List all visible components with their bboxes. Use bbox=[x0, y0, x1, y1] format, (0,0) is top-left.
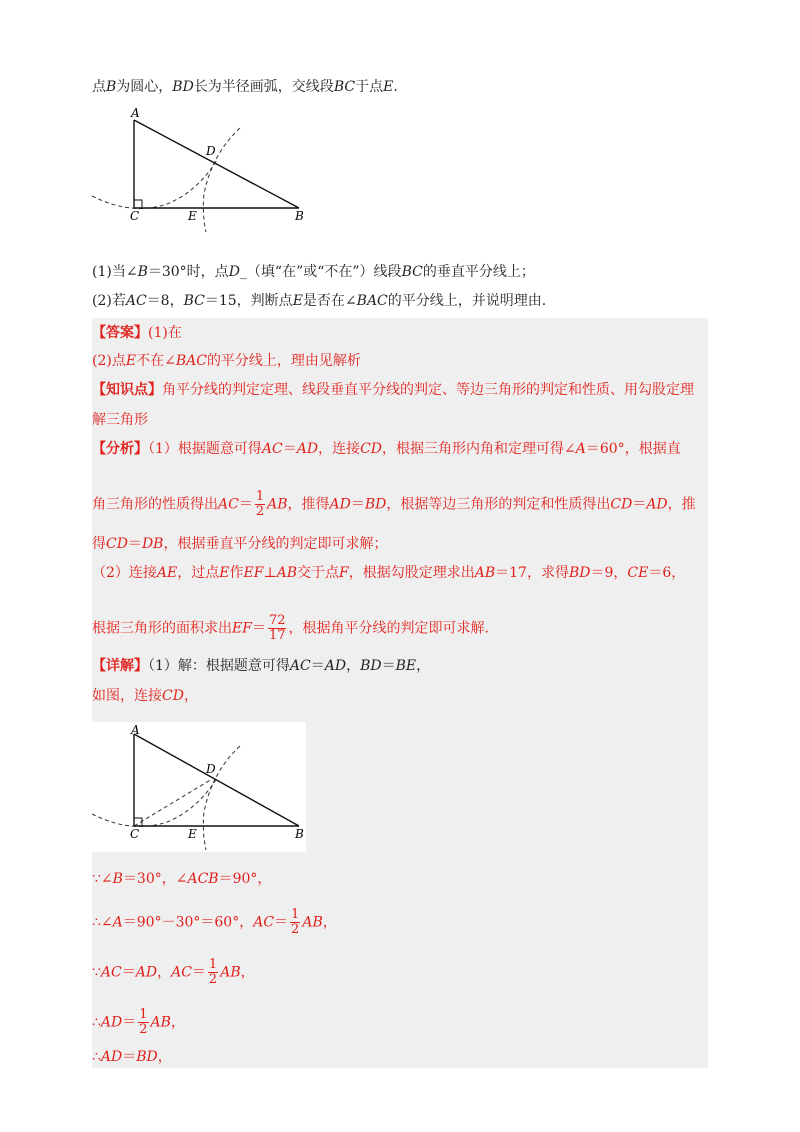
detail-var: AD bbox=[324, 658, 347, 674]
q1-text: ＝30°时，点 bbox=[147, 264, 229, 280]
detail-text: ＝ bbox=[381, 658, 396, 674]
q1-var: D bbox=[228, 264, 240, 280]
analysis-line-4 bbox=[92, 562, 685, 584]
analysis-var: AB bbox=[267, 496, 288, 513]
q1-text: _（填“在”或“不在”）线段 bbox=[239, 264, 402, 280]
intro-text: 点 bbox=[92, 79, 106, 95]
proof-var: AB bbox=[150, 1014, 171, 1031]
detail-text: ＝ bbox=[310, 658, 325, 674]
detail-text: 如图，连接 bbox=[92, 688, 162, 704]
analysis-var: AD bbox=[329, 496, 351, 513]
detail-var: BE bbox=[395, 658, 417, 674]
fraction-half bbox=[208, 958, 218, 987]
analysis-text: 角三角形的性质得出 bbox=[92, 496, 218, 513]
proof-var: B bbox=[112, 871, 123, 887]
detail-line-2 bbox=[92, 685, 198, 707]
analysis-text: ，根据三角形内角和定理可得∠ bbox=[382, 441, 576, 457]
analysis-text: ＝6， bbox=[648, 565, 686, 581]
fraction-half bbox=[255, 490, 265, 519]
question-2 bbox=[92, 290, 546, 312]
fraction-72-17 bbox=[268, 614, 287, 643]
proof-var: AD bbox=[135, 964, 158, 981]
proof-text: ＝ bbox=[121, 964, 136, 981]
proof-text: ＝ bbox=[122, 1014, 137, 1031]
q2-var: BAC bbox=[356, 293, 388, 309]
analysis-var: AD bbox=[646, 496, 668, 513]
analysis-var: BD bbox=[568, 565, 591, 581]
fraction-denominator: 2 bbox=[255, 504, 265, 519]
proof-text: ＝ bbox=[191, 964, 206, 981]
proof-text: ＝ bbox=[274, 914, 289, 931]
detail-text: ， bbox=[346, 658, 361, 674]
analysis-line-5 bbox=[92, 614, 489, 643]
proof-text: ， bbox=[157, 1049, 172, 1065]
proof-step-1 bbox=[92, 868, 271, 890]
proof-text: ， bbox=[322, 914, 337, 931]
intro-text: 长为半径画弧，交线段 bbox=[193, 79, 334, 95]
answer-text: (1)在 bbox=[148, 325, 182, 341]
answer-line-1 bbox=[92, 322, 182, 344]
knowledge-line-1 bbox=[92, 379, 694, 401]
analysis-var: EF bbox=[232, 620, 252, 637]
intro-var: BC bbox=[333, 79, 356, 95]
knowledge-line-2 bbox=[92, 409, 148, 431]
analysis-var: AC bbox=[261, 441, 283, 457]
analysis-var: EF bbox=[243, 565, 264, 581]
answer-var: E bbox=[125, 353, 137, 369]
knowledge-text: 角平分线的判定定理、线段垂直平分线的判定、等边三角形的判定和性质、用勾股定理 bbox=[162, 382, 694, 398]
proof-var: ACB bbox=[187, 871, 219, 887]
analysis-var: CE bbox=[627, 565, 649, 581]
proof-text: ∵ bbox=[92, 964, 101, 981]
fraction-denominator: 17 bbox=[268, 628, 286, 643]
detail-text: （1）解：根据题意可得 bbox=[148, 658, 290, 674]
triangle-figure-2 bbox=[92, 722, 312, 852]
knowledge-tag: 【知识点】 bbox=[92, 382, 162, 398]
detail-var: CD bbox=[162, 688, 184, 704]
question-1 bbox=[92, 261, 535, 283]
q2-text: 的平分线上，并说明理由. bbox=[387, 293, 547, 309]
analysis-var: DB bbox=[141, 536, 164, 552]
detail-tag: 【详解】 bbox=[92, 658, 148, 674]
analysis-text: （2）连接 bbox=[92, 565, 157, 581]
segment-ab bbox=[134, 734, 299, 826]
proof-step-2 bbox=[92, 908, 337, 937]
label-e: E bbox=[188, 827, 197, 841]
proof-text: ， bbox=[157, 964, 172, 981]
intro-var: B bbox=[106, 79, 117, 95]
detail-var: BD bbox=[360, 658, 382, 674]
arc-centered-a bbox=[92, 778, 217, 827]
analysis-text: ＝17，求得 bbox=[495, 565, 569, 581]
proof-var: AB bbox=[302, 914, 323, 931]
q2-text: (2)若 bbox=[92, 293, 126, 309]
analysis-var: CD bbox=[360, 441, 383, 457]
fraction-denominator: 2 bbox=[208, 972, 218, 987]
analysis-text: ＝ bbox=[238, 496, 253, 513]
analysis-text: ＝9， bbox=[590, 565, 628, 581]
intro-text: 于点 bbox=[355, 79, 384, 95]
proof-var: BD bbox=[136, 1049, 158, 1065]
proof-text: ＝90°－30°＝60°， bbox=[122, 914, 254, 931]
q2-text: ＝8， bbox=[146, 293, 184, 309]
q1-var: B bbox=[137, 264, 148, 280]
fraction-numerator: 1 bbox=[208, 957, 218, 972]
proof-var: AB bbox=[220, 964, 241, 981]
proof-step-5 bbox=[92, 1046, 172, 1068]
analysis-var: AD bbox=[296, 441, 319, 457]
intro-var: E bbox=[383, 79, 394, 95]
analysis-var: AE bbox=[156, 565, 178, 581]
q1-text: (1)当∠ bbox=[92, 264, 138, 280]
q1-var: BC bbox=[401, 264, 423, 280]
detail-line-1 bbox=[92, 655, 430, 677]
analysis-text: ，推 bbox=[667, 496, 696, 513]
knowledge-text: 解三角形 bbox=[92, 412, 148, 428]
analysis-text: ＝60°，根据直 bbox=[585, 441, 681, 457]
analysis-text: ＝ bbox=[251, 620, 266, 637]
analysis-text: ⊥ bbox=[263, 565, 277, 581]
intro-text: 为圆心， bbox=[116, 79, 173, 95]
analysis-line-1 bbox=[92, 438, 681, 460]
label-a: A bbox=[131, 723, 140, 737]
answer-line-2 bbox=[92, 350, 361, 372]
analysis-var: E bbox=[219, 565, 230, 581]
proof-text: ∵∠ bbox=[92, 871, 113, 887]
fraction-numerator: 1 bbox=[291, 907, 300, 922]
analysis-var: AB bbox=[276, 565, 298, 581]
q2-var: E bbox=[292, 293, 303, 309]
proof-text: ＝90°， bbox=[218, 871, 272, 887]
triangle-figure-1 bbox=[92, 104, 312, 234]
analysis-text: ，推得 bbox=[287, 496, 330, 513]
label-e: E bbox=[188, 209, 197, 223]
q2-var: BC bbox=[183, 293, 205, 309]
proof-var: AC bbox=[253, 914, 275, 931]
analysis-var: A bbox=[575, 441, 586, 457]
intro-text: . bbox=[393, 79, 398, 95]
proof-text: ＝30°，∠ bbox=[122, 871, 188, 887]
right-angle-mark bbox=[134, 200, 142, 208]
q2-text: ＝15，判断点 bbox=[204, 293, 293, 309]
label-b: B bbox=[295, 209, 304, 223]
answer-text: (2)点 bbox=[92, 353, 126, 369]
analysis-line-3 bbox=[92, 533, 387, 555]
answer-text: 不在∠ bbox=[136, 353, 176, 369]
fraction-half bbox=[138, 1008, 148, 1037]
analysis-text: 根据三角形的面积求出 bbox=[92, 620, 232, 637]
fraction-denominator: 2 bbox=[291, 922, 300, 937]
q2-var: AC bbox=[125, 293, 147, 309]
analysis-text: 作 bbox=[229, 565, 244, 581]
analysis-line-2 bbox=[92, 490, 696, 519]
q2-text: 是否在∠ bbox=[302, 293, 357, 309]
label-b: B bbox=[295, 827, 304, 841]
analysis-var: AC bbox=[218, 496, 239, 513]
analysis-text: ＝ bbox=[282, 441, 297, 457]
arc-centered-a bbox=[92, 160, 217, 209]
proof-var: AC bbox=[100, 964, 122, 981]
answer-text: 的平分线上，理由见解析 bbox=[206, 353, 361, 369]
fraction-numerator: 72 bbox=[268, 613, 286, 628]
analysis-text: ，根据角平分线的判定即可求解. bbox=[288, 620, 489, 637]
proof-text: ， bbox=[170, 1014, 185, 1031]
label-a: A bbox=[131, 106, 140, 120]
analysis-var: F bbox=[339, 565, 349, 581]
proof-var: AD bbox=[100, 1049, 123, 1065]
intro-line bbox=[92, 76, 398, 98]
q1-text: 的垂直平分线上； bbox=[422, 264, 535, 280]
proof-step-3 bbox=[92, 958, 255, 987]
analysis-text: ＝ bbox=[632, 496, 647, 513]
analysis-text: ，根据勾股定理求出 bbox=[348, 565, 475, 581]
analysis-tag: 【分析】 bbox=[92, 441, 148, 457]
proof-text: ， bbox=[240, 964, 255, 981]
fraction-half bbox=[290, 908, 300, 937]
detail-text: ， bbox=[183, 688, 198, 704]
answer-var: BAC bbox=[175, 353, 207, 369]
analysis-var: AB bbox=[474, 565, 496, 581]
proof-text: ∴ bbox=[92, 1049, 101, 1065]
analysis-text: （1）根据题意可得 bbox=[148, 441, 262, 457]
proof-var: AC bbox=[171, 964, 192, 981]
analysis-var: CD bbox=[610, 496, 633, 513]
analysis-text: ＝ bbox=[127, 536, 142, 552]
analysis-var: BD bbox=[364, 496, 387, 513]
detail-text: ， bbox=[416, 658, 431, 674]
analysis-var: CD bbox=[106, 536, 128, 552]
analysis-text: ，根据垂直平分线的判定即可求解； bbox=[163, 536, 388, 552]
detail-var: AC bbox=[289, 658, 311, 674]
analysis-text: ，连接 bbox=[318, 441, 361, 457]
proof-step-4 bbox=[92, 1008, 185, 1037]
analysis-text: 交于点 bbox=[297, 565, 340, 581]
fraction-denominator: 2 bbox=[139, 1022, 148, 1037]
proof-text: ＝ bbox=[122, 1049, 137, 1065]
analysis-text: ，过点 bbox=[177, 565, 220, 581]
analysis-text: 得 bbox=[92, 536, 106, 552]
proof-var: A bbox=[112, 914, 123, 931]
label-c: C bbox=[130, 209, 140, 223]
segment-ab bbox=[134, 120, 299, 208]
analysis-text: ＝ bbox=[350, 496, 365, 513]
proof-text: ∴ bbox=[92, 1014, 101, 1031]
proof-text: ∴∠ bbox=[92, 914, 113, 931]
fraction-numerator: 1 bbox=[139, 1007, 148, 1022]
analysis-text: ，根据等边三角形的判定和性质得出 bbox=[386, 496, 611, 513]
intro-var: BD bbox=[172, 79, 194, 95]
label-d: D bbox=[206, 144, 216, 158]
answer-tag: 【答案】 bbox=[92, 325, 148, 341]
label-d: D bbox=[206, 762, 216, 776]
fraction-numerator: 1 bbox=[255, 489, 265, 504]
proof-var: AD bbox=[100, 1014, 123, 1031]
label-c: C bbox=[130, 827, 140, 841]
